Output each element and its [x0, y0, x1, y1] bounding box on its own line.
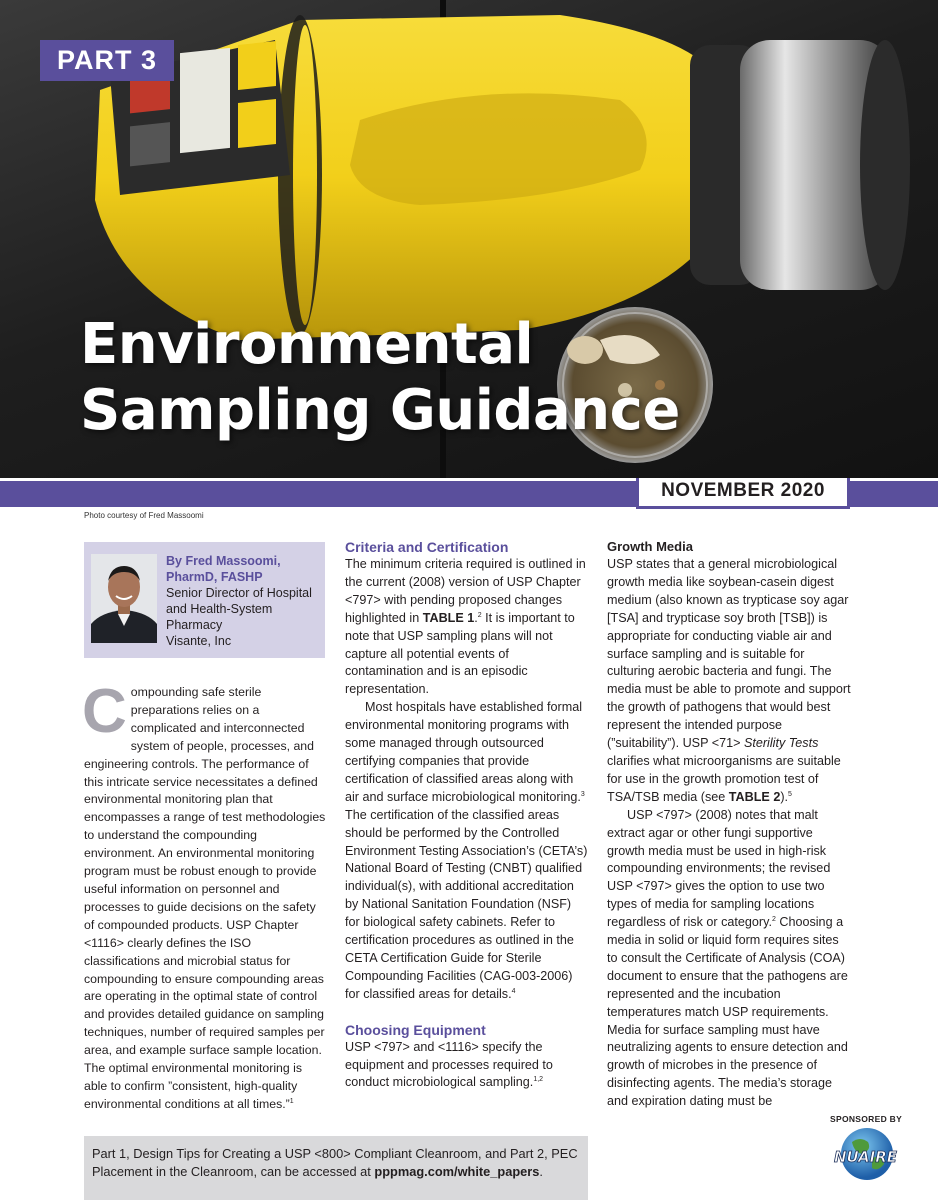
media-text-a: USP states that a general microbiological growth media like soybean-casein digest medium (also known as trypticase soy agar [TSA] and trypticase soy broth [TSB]) is appropriate for conducting viable air and surface sampling and is suitable for culturing aerobic bacteria and fungi. The media must be able to promote and support the growth of pathogens that would best represent the intended purpose (”suitability”). USP <71>	[607, 557, 851, 751]
title-line-1: Environmental	[80, 312, 534, 377]
ref-1: 1	[289, 1097, 294, 1105]
column-1	[82, 677, 326, 1114]
intro-paragraph	[82, 677, 326, 1114]
author-org: Visante, Inc	[166, 634, 232, 648]
title-line-2: Sampling Guidance	[80, 378, 680, 443]
media-paragraph-2	[607, 807, 851, 1111]
media-text-e: Choosing a media in solid or liquid form requires sites to consult the Certificate of Analysis (COA) document to ensure that the pathogens are represented and the incubation temperatures match USP requirements. Media for surface sampling must have neutralizing agents to ensure detection and growth of microbes in the presence of disinfecting agents. The media’s storage and expiration dating must be	[607, 915, 848, 1109]
table-2-ref: TABLE 2	[728, 789, 781, 804]
ref-7: 2	[771, 915, 776, 923]
media-text-b: clarifies what microorganisms are suitable for use in the growth promotion test of TSA/TSB media (see	[607, 753, 841, 804]
media-text-d: USP <797> (2008) notes that malt extract agar or other fungi supportive growth media must be used in high-risk compounding environments; the revised USP <797> gives the option to use two types of media for sampling locations regardless of risk or category.	[607, 807, 831, 930]
footer-text	[92, 1145, 582, 1181]
criteria-text-b: It is important to note that USP sampling plans will not capture all potential events of contamination and is an episodic representation.	[345, 610, 575, 697]
author-name: By Fred Massoomi, PharmD, FASHP	[166, 554, 281, 584]
criteria-text-d: The certification of the classified areas should be performed by the Controlled Environment Testing Association’s (CETA’s) National Board of Testing (CNBT) qualified individual(s), with additional accreditation by National Sanitation Foundation (NSF) for biological safety cabinets. Refer to certification procedures as outlined in the CETA Certification Guide for Sterile Compounding Facilities (CAG-003-2006) for classified areas for details.	[345, 807, 588, 1001]
author-role: Senior Director of Hospital and Health-System Pharmacy	[166, 586, 312, 632]
column-3	[607, 538, 851, 1111]
media-text-c: ).	[780, 789, 789, 804]
footer-note	[84, 1136, 588, 1200]
date-tab	[636, 478, 850, 509]
ref-3: 3	[580, 790, 585, 798]
criteria-text-a: The minimum criteria required is outlined in the current (2008) version of USP Chapter <797> with pending proposed changes highlighted in	[345, 557, 586, 625]
media-paragraph-1	[607, 556, 851, 807]
equipment-paragraph	[345, 1039, 589, 1093]
criteria-paragraph-1: The minimum criteria required is outlined in the current (2008) version of USP Chapter <797> with pending proposed changes highlighted in TABLE 1.$^2$ It is important to note that USP sampling plans will not capture all potential events of contamination and is an episodic representation.	[345, 557, 586, 697]
author-box	[84, 542, 325, 658]
nuaire-logo-text: NUAIRE	[834, 1148, 898, 1166]
white-papers-link[interactable]: pppmag.com/white_papers	[374, 1164, 540, 1179]
ref-2: 2	[477, 611, 482, 619]
drop-cap: C	[82, 677, 127, 746]
equipment-text: USP <797> and <1116> specify the equipment and processes required to conduct microbiological sampling.	[345, 1039, 553, 1090]
page-title	[80, 312, 680, 444]
author-info	[166, 553, 322, 649]
table-1-ref: TABLE 1	[422, 610, 475, 625]
nuaire-logo-icon[interactable]	[832, 1124, 910, 1184]
issue-date: NOVEMBER 2020	[661, 480, 825, 501]
heading-growth-media: Growth Media	[607, 539, 693, 554]
footer-text-body: Part 1, Design Tips for Creating a USP <800> Compliant Cleanroom, and Part 2, PEC Placement in the Cleanroom, can be accessed at	[92, 1146, 578, 1179]
footer-text-end: .	[539, 1164, 543, 1179]
criteria-paragraph-2	[345, 699, 589, 1003]
ref-6: 5	[788, 790, 792, 798]
column-2	[345, 538, 589, 1092]
author-portrait-icon	[91, 554, 157, 643]
part-badge: PART 3	[40, 40, 174, 81]
author-photo	[91, 554, 157, 643]
photo-credit: Photo courtesy of Fred Massoomi	[84, 511, 204, 520]
sponsored-by-label: SPONSORED BY	[830, 1114, 903, 1124]
criteria-text-c: Most hospitals have established formal environmental monitoring programs with some managed through outsourced certifying companies that provide certification of classified areas along with air and surface microbiological monitoring.	[345, 700, 583, 804]
hero-image	[0, 0, 938, 478]
intro-text: ompounding safe sterile preparations relies on a complicated and interconnected system of people, processes, and engineering controls. The performance of this intricate service necessitates a defined environmental monitoring plan that encompasses a range of test methodologies to understand the compounding environment. An environmental monitoring program must be robust enough to provide useful information on personnel and processes to guide decisions on the safety of compounded products. USP Chapter <1116> clearly defines the ISO classifications and microbial status for compounding to ensure compounding areas are operating in the optimal state of control and provides detailed guidance on sampling techniques, number of required samples per area, and example surface sample location. The optimal environmental monitoring is able to confirm ”consistent, high-quality environmental conditions at all times.”	[84, 685, 326, 1111]
sterility-tests-title: Sterility Tests	[743, 736, 819, 751]
ref-4: 4	[511, 987, 516, 995]
ref-5: 1,2	[533, 1076, 544, 1084]
heading-criteria: Criteria and Certification	[345, 539, 509, 555]
heading-equipment: Choosing Equipment	[345, 1021, 486, 1038]
